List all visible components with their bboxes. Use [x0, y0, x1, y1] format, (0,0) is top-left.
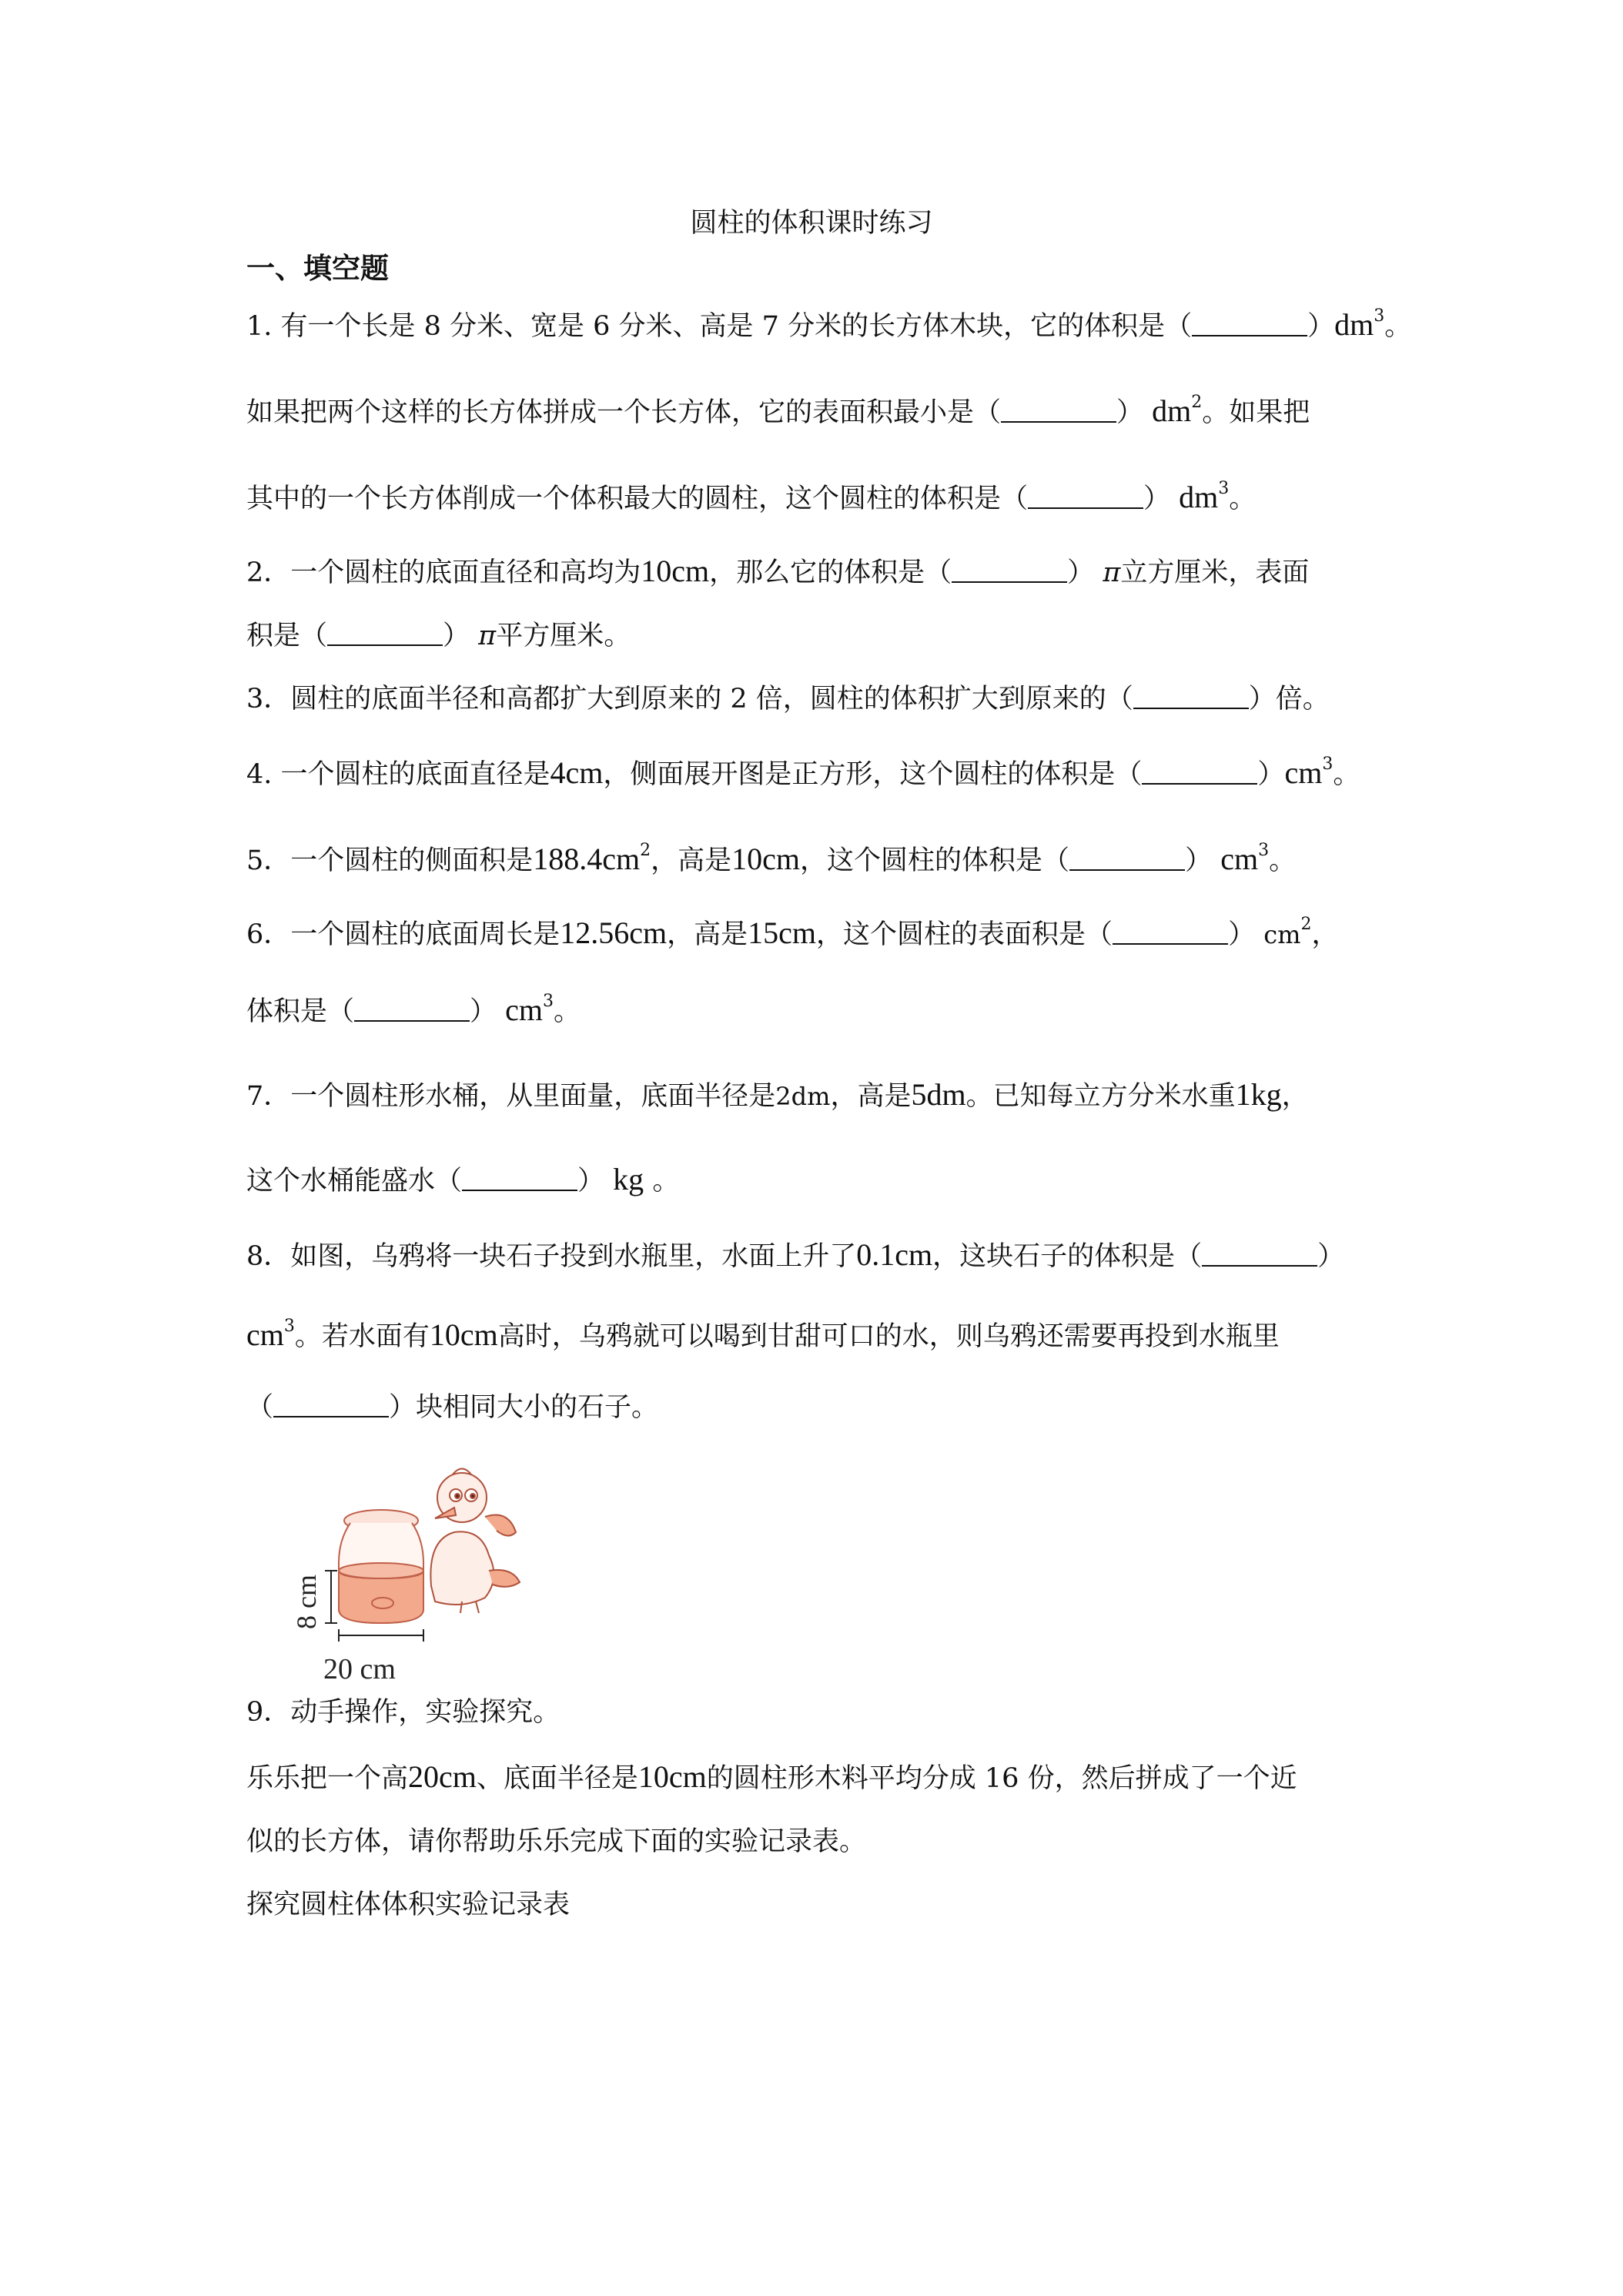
q1-text-a: 1. 有一个长是 8 分米、宽是 6 分米、高是 7 分米的长方体木块，它的体积是（ [246, 311, 1193, 342]
q2-pi-2: π [478, 621, 497, 651]
q9-text-d: 的圆柱形木料平均分成 16 份，然后拼成了一个近 [706, 1763, 1297, 1794]
q2-number-1: 10cm [641, 554, 710, 588]
q8-text-d: 。若水面有 [294, 1321, 430, 1352]
q3-blank-1[interactable] [1133, 684, 1249, 709]
q9-table-caption [246, 1888, 570, 1922]
q6-number-1: 12.56cm [560, 915, 668, 950]
crow-jar-figure [277, 1455, 524, 1694]
q2-text-b: ，那么它的体积是（ [709, 557, 952, 588]
q2-pi-1: π [1103, 557, 1121, 588]
q6-exp-1: 2 [1300, 915, 1312, 934]
q1-blank-3[interactable] [1028, 484, 1143, 509]
q1-exp-3: 3 [1218, 479, 1230, 498]
q9-text-c: 、底面半径是 [476, 1763, 638, 1794]
q7-line1 [246, 1078, 1309, 1113]
q6-number-2: 15cm [748, 915, 817, 950]
q7-text-b: ，高是 [830, 1081, 912, 1112]
q8-unit: cm [246, 1317, 284, 1352]
q4-blank-1[interactable] [1142, 760, 1257, 785]
q2-line1 [246, 554, 1309, 590]
q5-text-e: 。 [1269, 845, 1297, 876]
q6-unit-2: cm [505, 992, 544, 1027]
q8-text-f: （ [246, 1392, 274, 1423]
q8-line2 [246, 1318, 1280, 1354]
height-dimension [325, 1571, 337, 1623]
section-heading: 一、填空题 [246, 252, 389, 285]
q7-text-f: ） [577, 1166, 605, 1197]
q6-text-d: ） [1228, 919, 1256, 950]
q5-text-a: 5．一个圆柱的侧面积是 [246, 845, 534, 876]
q1-text-d: 如果把两个这样的长方体拼成一个长方体，它的表面积最小是（ [246, 397, 1002, 428]
q7-number-1: 2dm [775, 1082, 831, 1111]
q1-unit-2: dm [1152, 393, 1192, 428]
figure-width-label: 20 cm [323, 1653, 396, 1685]
q8-number-2: 10cm [429, 1317, 498, 1352]
q7-text-e: 这个水桶能盛水（ [246, 1166, 463, 1197]
q6-exp-2: 3 [543, 992, 554, 1011]
q1-text-e: ） [1116, 397, 1144, 428]
q1-unit-1: dm [1334, 307, 1374, 342]
q3-line1 [246, 682, 1330, 716]
q7-text-g: 。 [652, 1166, 680, 1197]
q7-number-2: 5dm [911, 1077, 966, 1112]
q7-text-a: 7．一个圆柱形水桶，从里面量，底面半径是 [246, 1081, 776, 1112]
q9-text-a: 9．动手操作，实验探究。 [246, 1697, 561, 1728]
q4-text-b: ，侧面展开图是正方形，这个圆柱的体积是（ [603, 759, 1143, 790]
q8-text-g: ）块相同大小的石子。 [389, 1392, 659, 1423]
q3-text-a: 3．圆柱的底面半径和高都扩大到原来的 2 倍，圆柱的体积扩大到原来的（ [246, 684, 1133, 715]
figure-height-label: 8 cm [291, 1575, 322, 1629]
q7-text-d: ， [1281, 1081, 1309, 1112]
q1-line3 [246, 480, 1256, 516]
q1-text-f: 。如果把 [1202, 397, 1310, 428]
q6-text-f: 体积是（ [246, 996, 355, 1027]
jar-icon [339, 1510, 423, 1623]
q1-text-c: 。 [1384, 311, 1412, 342]
q6-line1 [246, 916, 1339, 952]
q4-number-1: 4cm [550, 755, 604, 790]
q6-blank-1[interactable] [1113, 920, 1228, 945]
q8-blank-1[interactable] [1202, 1242, 1317, 1267]
q2-text-e: 积是（ [246, 621, 328, 651]
q1-exp-1: 3 [1374, 306, 1385, 326]
q5-text-d: ） [1185, 845, 1213, 876]
q2-text-a: 2．一个圆柱的底面直径和高均为 [246, 557, 641, 588]
q1-text-b: ） [1307, 311, 1335, 342]
q9-text-f: 探究圆柱体体积实验记录表 [246, 1889, 571, 1920]
q8-line3 [246, 1391, 658, 1424]
q8-text-b: ，这块石子的体积是（ [932, 1241, 1203, 1272]
q7-unit: kg [613, 1162, 644, 1197]
q9-text-b: 乐乐把一个高 [246, 1763, 409, 1794]
q4-unit: cm [1284, 755, 1323, 790]
q5-text-b: ，高是 [651, 845, 732, 876]
q6-text-c: ，这个圆柱的表面积是（ [816, 919, 1113, 950]
q6-text-g: ） [470, 996, 497, 1027]
q9-line2 [246, 1760, 1297, 1796]
q5-exp: 3 [1258, 841, 1270, 860]
q9-line3 [246, 1825, 866, 1859]
q5-text-c: ，这个圆柱的体积是（ [800, 845, 1070, 876]
q5-unit: cm [1220, 842, 1259, 876]
q8-line1 [246, 1238, 1344, 1274]
q7-number-3: 1kg [1235, 1077, 1282, 1112]
q8-blank-2[interactable] [273, 1393, 389, 1417]
q5-number-2: 10cm [731, 842, 801, 876]
q5-blank-1[interactable] [1069, 846, 1185, 871]
q6-text-e: ， [1311, 919, 1339, 950]
q5-number-1: 188.4cm [533, 842, 641, 876]
q5-exp-1: 2 [640, 841, 651, 860]
q2-blank-1[interactable] [952, 558, 1067, 583]
q1-line1 [246, 308, 1411, 343]
q2-blank-2[interactable] [327, 621, 443, 646]
q2-text-d: 立方厘米，表面 [1120, 557, 1310, 588]
q1-line2 [246, 394, 1310, 430]
width-dimension [339, 1629, 423, 1642]
q3-text-b: ）倍。 [1248, 684, 1330, 715]
q6-blank-2[interactable] [354, 997, 470, 1022]
q7-blank-1[interactable] [462, 1166, 577, 1191]
q6-text-a: 6．一个圆柱的底面周长是 [246, 919, 561, 950]
q1-exp-2: 2 [1191, 393, 1203, 412]
q9-line1 [246, 1695, 560, 1729]
q6-unit-1: cm [1263, 920, 1301, 949]
q8-number-1: 0.1cm [856, 1237, 933, 1272]
q1-text-h: ） [1143, 484, 1171, 514]
q8-text-c: ） [1317, 1241, 1345, 1272]
q4-text-c: ） [1257, 759, 1285, 790]
q1-unit-3: dm [1179, 480, 1219, 514]
crow-icon [430, 1469, 520, 1614]
q4-text-d: 。 [1333, 759, 1360, 790]
q2-line2 [246, 619, 631, 653]
page-title: 圆柱的体积课时练习 [690, 208, 933, 239]
q9-number-1: 20cm [408, 1759, 477, 1794]
q9-text-e: 似的长方体，请你帮助乐乐完成下面的实验记录表。 [246, 1826, 867, 1857]
q8-text-a: 8．如图，乌鸦将一块石子投到水瓶里，水面上升了 [246, 1241, 857, 1272]
q1-text-g: 其中的一个长方体削成一个体积最大的圆柱，这个圆柱的体积是（ [246, 484, 1029, 514]
q2-text-f: ） [443, 621, 470, 651]
q6-line2 [246, 993, 581, 1029]
q7-text-c: 。已知每立方分米水重 [965, 1081, 1236, 1112]
q1-text-i: 。 [1229, 484, 1257, 514]
q7-line2 [246, 1163, 679, 1198]
q2-text-g: 平方厘米。 [496, 621, 631, 651]
q6-text-h: 。 [554, 996, 581, 1027]
q4-text-a: 4. 一个圆柱的底面直径是 [246, 759, 550, 790]
q9-number-2: 10cm [637, 1759, 707, 1794]
q6-text-b: ，高是 [667, 919, 748, 950]
q8-text-e: 高时，乌鸦就可以喝到甘甜可口的水，则乌鸦还需要再投到水瓶里 [497, 1321, 1280, 1352]
q1-blank-1[interactable] [1192, 312, 1307, 336]
crow-jar-illustration [277, 1455, 524, 1694]
q2-text-c: ） [1067, 557, 1095, 588]
q8-exp: 3 [283, 1317, 295, 1336]
q4-exp: 3 [1322, 755, 1334, 774]
q5-line1 [246, 842, 1296, 878]
q1-blank-2[interactable] [1001, 398, 1116, 423]
q4-line1 [246, 756, 1360, 792]
